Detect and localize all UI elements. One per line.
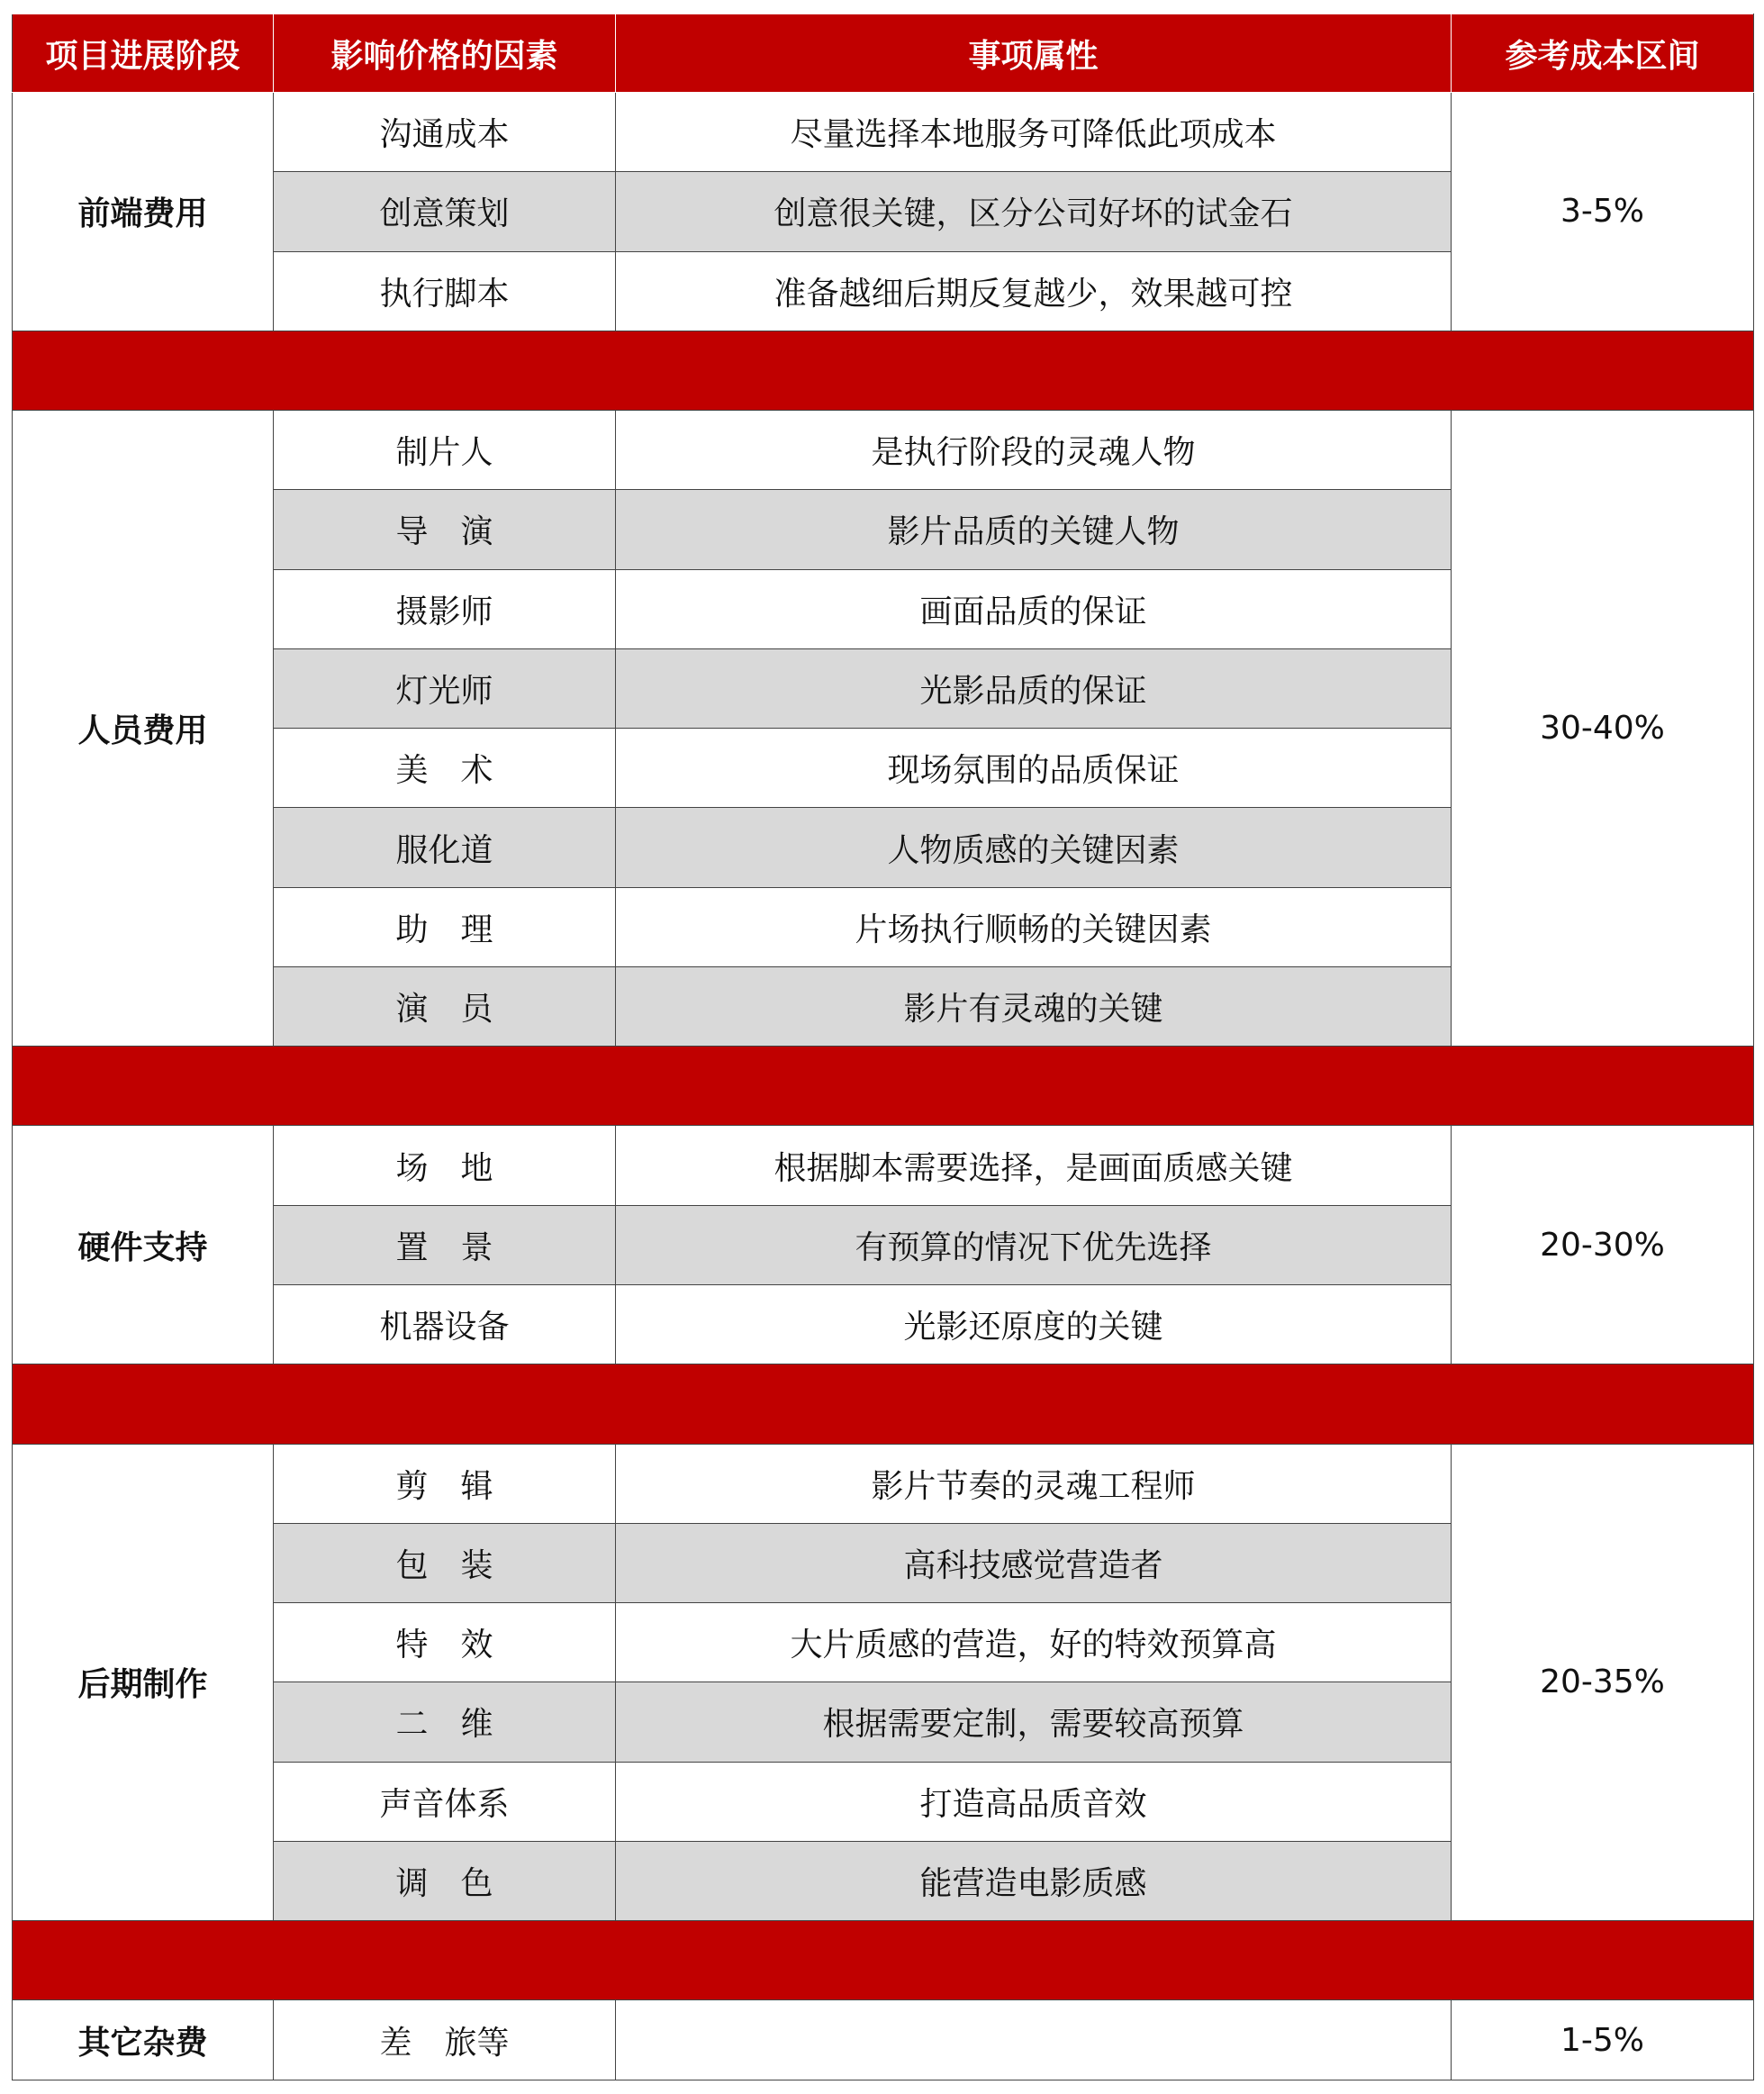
section-divider-bar [13, 331, 1754, 410]
stage-cell: 其它杂费 [13, 2000, 274, 2080]
attribute-cell: 尽量选择本地服务可降低此项成本 [616, 93, 1452, 172]
factor-cell: 美 术 [274, 729, 616, 808]
factor-cell: 置 景 [274, 1205, 616, 1284]
factor-cell: 声音体系 [274, 1762, 616, 1841]
attribute-cell: 现场氛围的品质保证 [616, 729, 1452, 808]
stage-cell: 前端费用 [13, 93, 274, 331]
attribute-cell: 高科技感觉营造者 [616, 1523, 1452, 1602]
factor-cell: 包 装 [274, 1523, 616, 1602]
range-cell: 20-35% [1452, 1444, 1754, 1921]
table-row [13, 1444, 1754, 1523]
attribute-cell: 创意很关键，区分公司好坏的试金石 [616, 172, 1452, 251]
factor-cell: 调 色 [274, 1841, 616, 1920]
attribute-cell: 是执行阶段的灵魂人物 [616, 411, 1452, 490]
attribute-cell: 大片质感的营造，好的特效预算高 [616, 1603, 1452, 1682]
header-stage: 项目进展阶段 [13, 14, 274, 93]
factor-cell: 摄影师 [274, 569, 616, 648]
attribute-cell: 片场执行顺畅的关键因素 [616, 887, 1452, 966]
attribute-cell: 影片品质的关键人物 [616, 490, 1452, 569]
section-divider [13, 1364, 1754, 1444]
section-divider [13, 1047, 1754, 1126]
factor-cell: 特 效 [274, 1603, 616, 1682]
attribute-cell: 打造高品质音效 [616, 1762, 1452, 1841]
attribute-cell: 根据脚本需要选择，是画面质感关键 [616, 1126, 1452, 1205]
factor-cell: 沟通成本 [274, 93, 616, 172]
table-row [13, 93, 1754, 172]
section-divider-bar [13, 1047, 1754, 1126]
factor-cell: 制片人 [274, 411, 616, 490]
range-cell: 20-30% [1452, 1126, 1754, 1364]
stage-cell: 硬件支持 [13, 1126, 274, 1364]
section-divider [13, 331, 1754, 410]
stage-cell: 后期制作 [13, 1444, 274, 1921]
table-row [13, 2000, 1754, 2080]
attribute-cell: 准备越细后期反复越少，效果越可控 [616, 251, 1452, 331]
attribute-cell: 画面品质的保证 [616, 569, 1452, 648]
stage-cell: 人员费用 [13, 411, 274, 1047]
factor-cell: 服化道 [274, 808, 616, 887]
attribute-cell: 能营造电影质感 [616, 1841, 1452, 1920]
cost-table [12, 14, 1754, 2080]
attribute-cell: 光影还原度的关键 [616, 1284, 1452, 1364]
table-body [13, 93, 1754, 2080]
attribute-cell: 影片有灵魂的关键 [616, 966, 1452, 1046]
factor-cell: 助 理 [274, 887, 616, 966]
range-cell: 30-40% [1452, 411, 1754, 1047]
factor-cell: 导 演 [274, 490, 616, 569]
factor-cell: 机器设备 [274, 1284, 616, 1364]
factor-cell: 灯光师 [274, 648, 616, 728]
table-row [13, 1126, 1754, 1205]
attribute-cell: 根据需要定制，需要较高预算 [616, 1682, 1452, 1762]
section-divider-bar [13, 1921, 1754, 2000]
attribute-cell [616, 2000, 1452, 2080]
header-range: 参考成本区间 [1452, 14, 1754, 93]
header-factor: 影响价格的因素 [274, 14, 616, 93]
header-attribute: 事项属性 [616, 14, 1452, 93]
attribute-cell: 影片节奏的灵魂工程师 [616, 1444, 1452, 1523]
header-row [13, 14, 1754, 93]
factor-cell: 创意策划 [274, 172, 616, 251]
attribute-cell: 有预算的情况下优先选择 [616, 1205, 1452, 1284]
factor-cell: 剪 辑 [274, 1444, 616, 1523]
range-cell: 1-5% [1452, 2000, 1754, 2080]
factor-cell: 演 员 [274, 966, 616, 1046]
range-cell: 3-5% [1452, 93, 1754, 331]
factor-cell: 差 旅等 [274, 2000, 616, 2080]
attribute-cell: 人物质感的关键因素 [616, 808, 1452, 887]
factor-cell: 二 维 [274, 1682, 616, 1762]
factor-cell: 场 地 [274, 1126, 616, 1205]
section-divider [13, 1921, 1754, 2000]
section-divider-bar [13, 1364, 1754, 1444]
table-row [13, 411, 1754, 490]
factor-cell: 执行脚本 [274, 251, 616, 331]
attribute-cell: 光影品质的保证 [616, 648, 1452, 728]
